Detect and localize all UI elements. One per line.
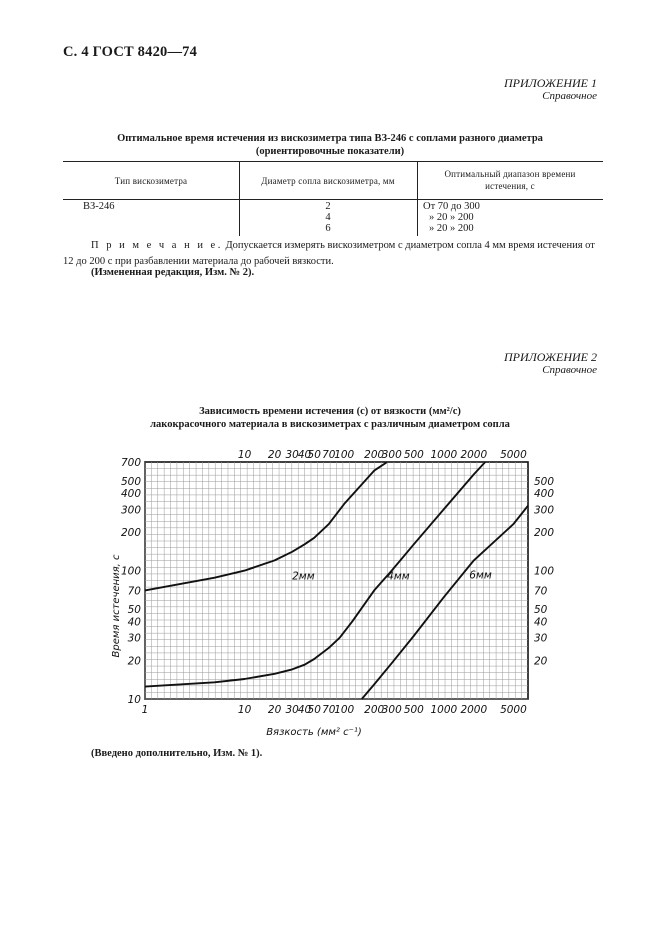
x-top-tick-label: 20 — [267, 449, 282, 461]
x-tick-label: 20 — [267, 704, 282, 716]
x-tick-label: 1 — [141, 704, 149, 716]
y-tick-label: 70 — [127, 585, 141, 598]
x-top-tick-label: 2000 — [460, 449, 488, 461]
x-top-tick-label: 1000 — [430, 449, 458, 461]
x-top-tick-label: 30 — [285, 449, 299, 461]
cell-range-row-1: От 70 до 300 — [423, 201, 480, 212]
y-tick-label: 500 — [120, 475, 141, 488]
y-right-tick-label: 400 — [534, 488, 555, 501]
x-top-tick-label: 500 — [403, 449, 424, 461]
cell-diameter-row-3: 6 — [325, 223, 331, 234]
x-top-tick-label: 300 — [381, 449, 402, 461]
y-tick-label: 30 — [127, 632, 141, 645]
x-tick-label: 200 — [364, 704, 385, 716]
x-top-tick-label: 40 — [297, 449, 312, 461]
x-tick-label: 2000 — [460, 704, 488, 716]
chart-title-line-2: лакокрасочного материала в вискозиметрах с различным диаметром сопла — [150, 418, 510, 430]
y-tick-label: 50 — [127, 604, 141, 617]
x-tick-label: 100 — [334, 704, 355, 716]
y-right-tick-label: 50 — [534, 604, 548, 617]
amendment-note-2: (Введено дополнительно, Изм. № 1). — [91, 748, 263, 759]
y-tick-label: 400 — [120, 488, 141, 501]
x-tick-label: 300 — [381, 704, 402, 716]
col-header-range-line-2: истечения, с — [485, 181, 535, 191]
table-title-line-2: (ориентировочные показатели) — [255, 145, 405, 157]
x-top-tick-label: 200 — [364, 449, 385, 461]
curve-label: 4мм — [387, 570, 410, 583]
x-top-tick-label: 10 — [237, 449, 252, 461]
curve-label: 6мм — [469, 569, 492, 582]
x-tick-label: 50 — [307, 704, 321, 716]
x-tick-label: 40 — [297, 704, 312, 716]
y-tick-label: 40 — [127, 616, 141, 629]
col-header-range-line-1: Оптимальный диапазон времени — [444, 169, 576, 179]
x-top-tick-label: 70 — [322, 449, 336, 461]
appendix-1-subtitle: Справочное — [542, 90, 597, 102]
x-tick-label: 1000 — [430, 704, 458, 716]
cell-range-row-3: » 20 » 200 — [429, 223, 474, 234]
y-tick-label: 700 — [120, 457, 141, 469]
appendix-2-title: ПРИЛОЖЕНИЕ 2 — [504, 350, 597, 364]
chart-title-line-1: Зависимость времени истечения (с) от вязкости (мм²/с) — [199, 406, 461, 417]
x-tick-label: 30 — [285, 704, 299, 716]
cell-range-row-2: » 20 » 200 — [429, 212, 474, 223]
y-tick-label: 300 — [120, 504, 141, 517]
appendix-2-subtitle: Справочное — [542, 364, 597, 376]
y-right-tick-label: 40 — [534, 616, 548, 629]
col-header-type: Тип вискозиметра — [114, 176, 188, 186]
x-tick-label: 70 — [322, 704, 336, 716]
appendix-1-title: ПРИЛОЖЕНИЕ 1 — [504, 76, 597, 90]
y-axis-label: Время истечения, с — [111, 554, 122, 658]
curve-label: 2мм — [292, 570, 315, 583]
col-header-diameter: Диаметр сопла вискозиметра, мм — [261, 176, 395, 186]
y-right-tick-label: 70 — [534, 585, 548, 598]
x-tick-label: 5000 — [500, 704, 527, 716]
note-prefix: П р и м е ч а н и е. — [91, 240, 223, 251]
y-right-tick-label: 20 — [534, 655, 548, 668]
cell-diameter-row-1: 2 — [325, 201, 331, 212]
cell-diameter-row-2: 4 — [325, 212, 331, 223]
cell-viscometer-type: ВЗ-246 — [83, 201, 115, 212]
page-header: С. 4 ГОСТ 8420—74 — [63, 44, 198, 60]
y-right-tick-label: 500 — [534, 475, 555, 488]
y-right-tick-label: 300 — [534, 504, 555, 517]
y-right-tick-label: 100 — [534, 565, 555, 578]
y-right-tick-label: 200 — [534, 526, 555, 539]
x-top-tick-label: 5000 — [500, 449, 527, 461]
table-title-line-1: Оптимальное время истечения из вискозиметра типа ВЗ-246 с соплами разного диаметра — [117, 133, 543, 144]
x-axis-label: Вязкость (мм² с⁻¹) — [266, 727, 362, 738]
x-top-tick-label: 50 — [307, 449, 321, 461]
x-top-tick-label: 100 — [334, 449, 355, 461]
y-right-tick-label: 30 — [534, 632, 548, 645]
x-tick-label: 500 — [403, 704, 424, 716]
y-tick-label: 200 — [120, 526, 141, 539]
y-tick-label: 10 — [127, 694, 141, 706]
amendment-note-1: (Измененная редакция, Изм. № 2). — [91, 267, 255, 278]
x-tick-label: 10 — [237, 704, 252, 716]
y-tick-label: 20 — [127, 655, 141, 668]
y-tick-label: 100 — [120, 565, 141, 578]
note-text: Допускается измерять вискозиметром с диаметром сопла 4 мм время истечения от 12 до 200 с при разбавлении материала до рабочей вязкости. — [63, 240, 595, 267]
